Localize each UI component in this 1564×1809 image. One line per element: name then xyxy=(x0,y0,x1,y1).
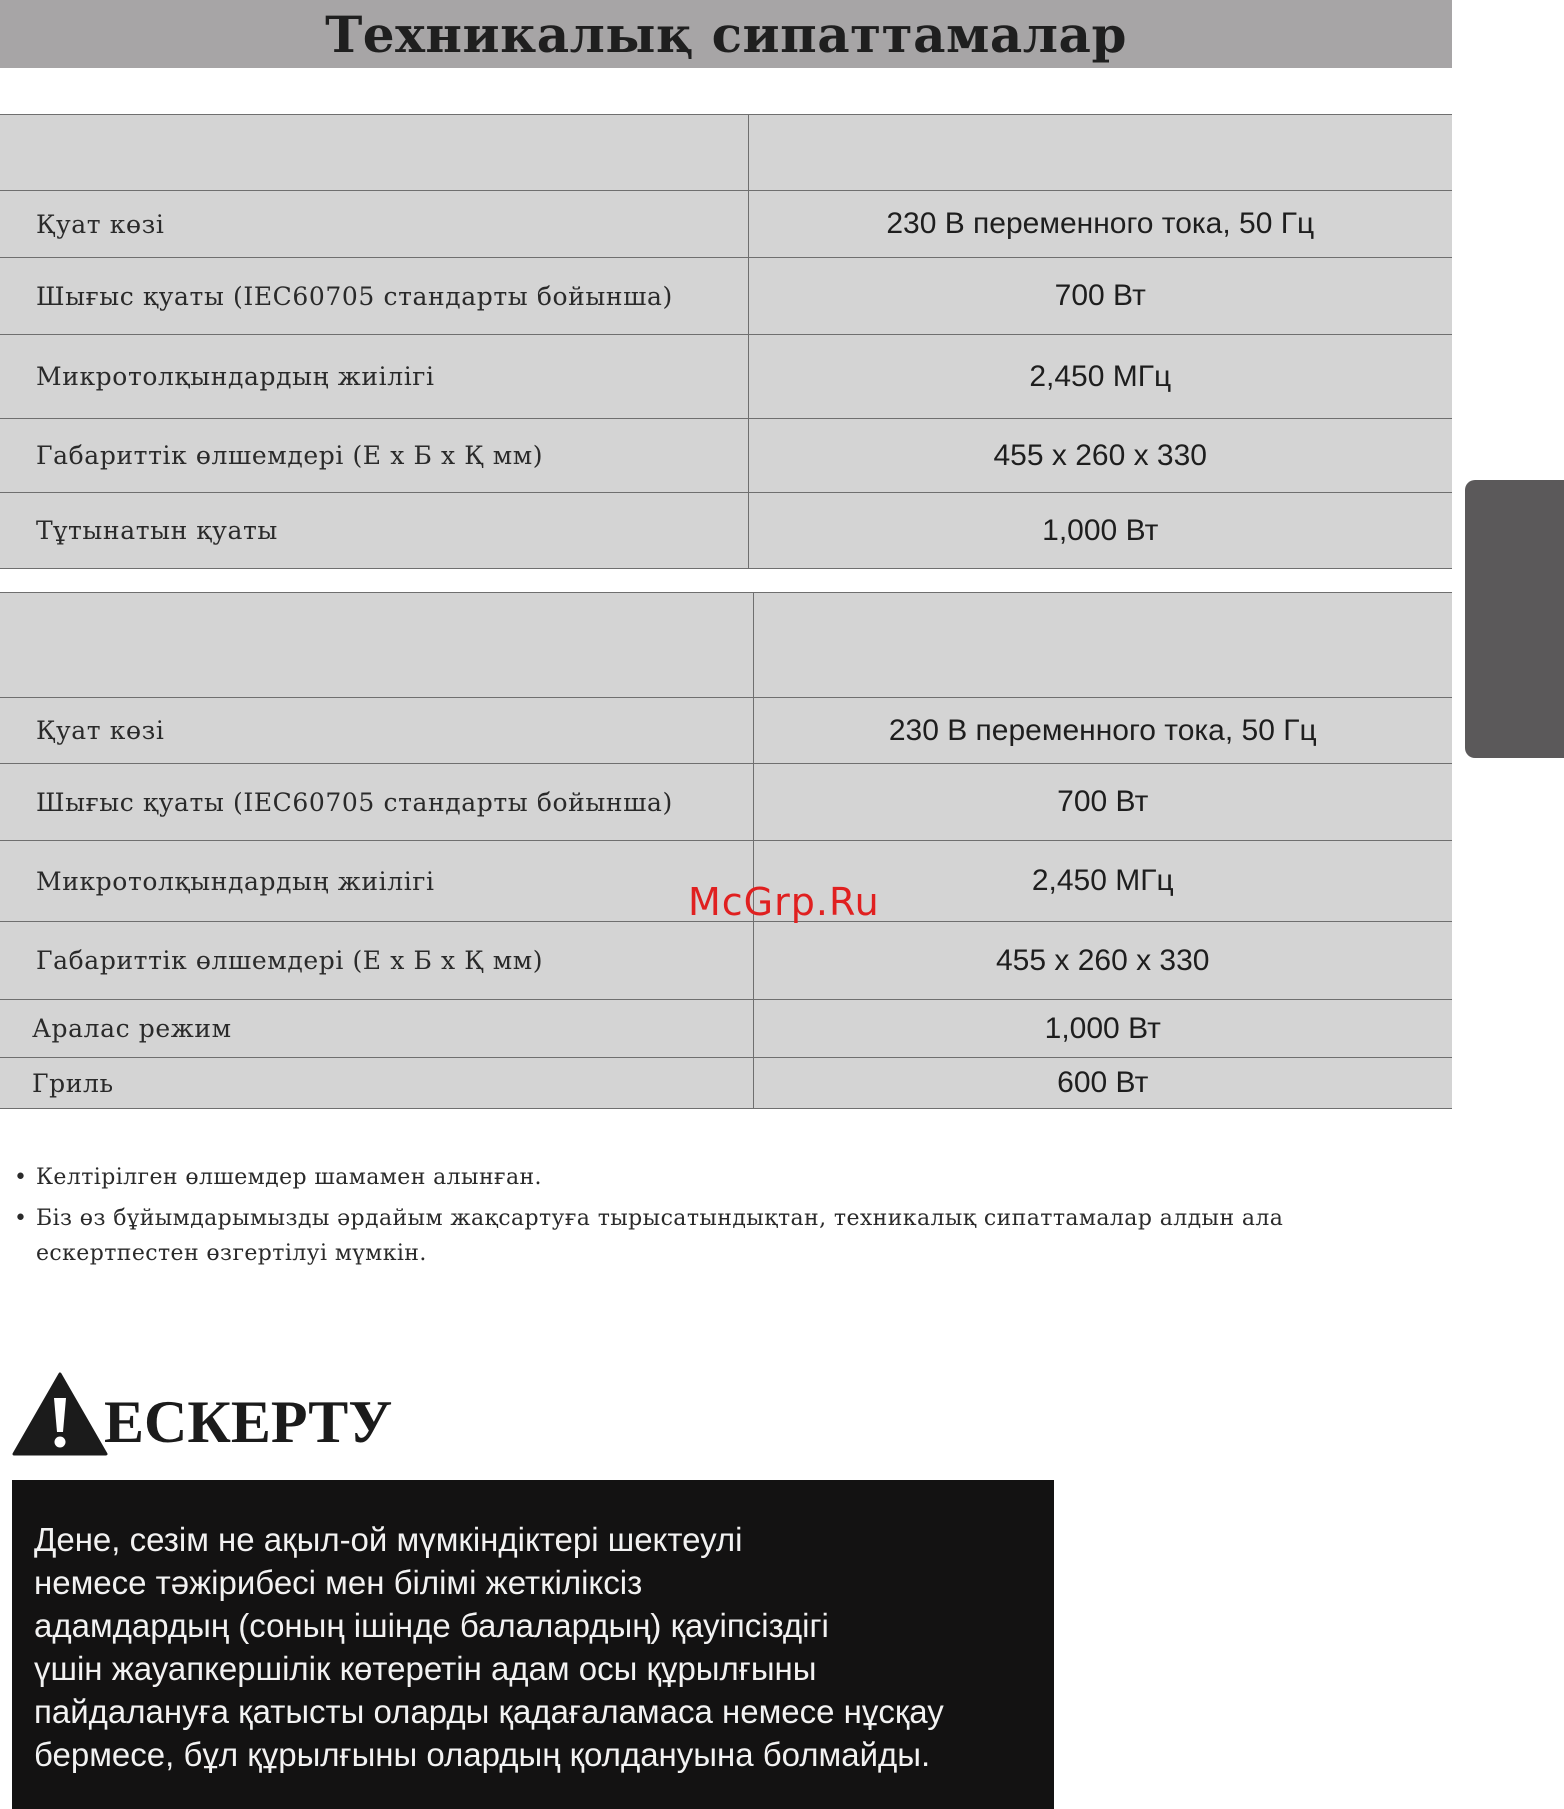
warning-text-line: немесе тәжірибесі мен білімі жеткіліксіз xyxy=(34,1564,643,1601)
notes-list xyxy=(14,1160,1434,1277)
list-item: • Біз өз бұйымдарымызды әрдайым жақсартуға тырысатындықтан, техникалық сипаттамалар алдын ала ескертпестен өзгертілуі мүмкін. xyxy=(14,1201,1434,1271)
row-label: Габариттік өлшемдері (Е x Б x Қ мм) xyxy=(0,922,753,1000)
page-title: Техникалық сипаттамалар xyxy=(325,4,1127,64)
header-cell-label xyxy=(0,115,748,191)
table-row xyxy=(0,764,1452,841)
header-cell-value xyxy=(748,115,1452,191)
spec-table-2 xyxy=(0,592,1452,1109)
row-value: 2,450 МГц xyxy=(748,335,1452,419)
row-value: 1,000 Вт xyxy=(748,493,1452,569)
warning-text-line: Дене, сезім не ақыл-ой мүмкіндіктері шектеулі xyxy=(34,1521,743,1558)
spec-table-1 xyxy=(0,114,1452,569)
warning-box xyxy=(12,1480,1054,1809)
row-label: Қуат көзі xyxy=(0,698,753,764)
page-title-bar xyxy=(0,0,1452,68)
row-label: Шығыс қуаты (IEC60705 стандарты бойынша) xyxy=(0,764,753,841)
row-label: Гриль xyxy=(0,1058,753,1109)
table-header-row xyxy=(0,115,1452,191)
table-row xyxy=(0,698,1452,764)
table-row xyxy=(0,191,1452,258)
table-row xyxy=(0,335,1452,419)
table-row xyxy=(0,1000,1452,1058)
row-label: Шығыс қуаты (IEC60705 стандарты бойынша) xyxy=(0,258,748,335)
table-row xyxy=(0,493,1452,569)
row-value: 230 В переменного тока, 50 Гц xyxy=(748,191,1452,258)
section-side-tab xyxy=(1465,480,1564,758)
row-value: 455 x 260 x 330 xyxy=(748,419,1452,493)
table-header-row xyxy=(0,593,1452,698)
row-value: 700 Вт xyxy=(753,764,1452,841)
table-row xyxy=(0,1058,1452,1109)
table-row xyxy=(0,419,1452,493)
warning-triangle-icon xyxy=(12,1372,108,1456)
table-row xyxy=(0,258,1452,335)
row-value: 230 В переменного тока, 50 Гц xyxy=(753,698,1452,764)
warning-text-line: бермесе, бұл құрылғыны олардың қолдануына болмайды. xyxy=(34,1736,931,1773)
row-label: Тұтынатын қуаты xyxy=(0,493,748,569)
row-label: Габариттік өлшемдері (Е x Б x Қ мм) xyxy=(0,419,748,493)
warning-text-line: адамдардың (соның ішінде балалардың) қауіпсіздігі xyxy=(34,1607,829,1644)
row-value: 700 Вт xyxy=(748,258,1452,335)
watermark: McGrp.Ru xyxy=(688,880,880,924)
header-cell-value xyxy=(753,593,1452,698)
warning-title: ЕСКЕРТУ xyxy=(104,1389,393,1455)
row-value: 2,450 МГц xyxy=(753,841,1452,922)
warning-heading xyxy=(12,1366,392,1456)
row-label: Аралас режим xyxy=(0,1000,753,1058)
warning-text-line: үшін жауапкершілік көтеретін адам осы құрылғыны xyxy=(34,1650,817,1687)
row-label: Қуат көзі xyxy=(0,191,748,258)
list-item: • Келтірілген өлшемдер шамамен алынған. xyxy=(14,1160,1434,1195)
row-label: Микротолқындардың жиілігі xyxy=(0,335,748,419)
row-value: 455 x 260 x 330 xyxy=(753,922,1452,1000)
row-value: 1,000 Вт xyxy=(753,1000,1452,1058)
warning-text-line: пайдалануға қатысты оларды қадағаламаса немесе нұсқау xyxy=(34,1693,944,1730)
row-value: 600 Вт xyxy=(753,1058,1452,1109)
header-cell-label xyxy=(0,593,753,698)
table-row xyxy=(0,922,1452,1000)
row-label: Микротолқындардың жиілігі xyxy=(0,841,753,922)
